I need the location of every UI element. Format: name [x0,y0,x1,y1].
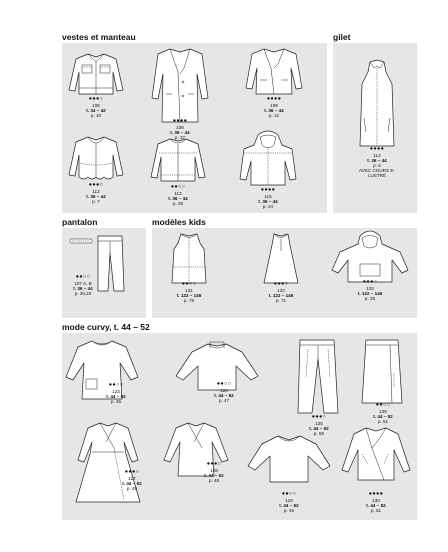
pattern-size: t. 122 – 146 [357,290,383,296]
pattern-page: p. 49 [126,485,138,491]
pattern-caption [259,492,319,513]
ruffle-top-illustration [244,432,334,488]
kids-dress-illustration [256,231,306,286]
section-title-vestes: vestes et manteau [62,32,136,42]
pattern-page: p. 24 [262,203,274,209]
pattern-size: t. 122 – 146 [268,292,294,298]
pattern-size: t. 36 – 44 [367,157,387,163]
pattern-number: 133 [366,285,374,291]
boxy-jacket-illustration [148,135,208,187]
pattern-page: p. 51 [377,418,389,424]
pattern-number: 123 [112,388,120,394]
pattern-128[interactable] [154,420,244,490]
difficulty-dots: ●●○○ [75,274,91,280]
section-title-kids: modèles kids [152,217,206,227]
pattern-114[interactable] [352,58,402,188]
pattern-size: t. 36 – 44 [258,198,278,204]
pattern-126[interactable] [360,337,406,429]
difficulty-dots: ●●○○ [375,402,391,408]
pattern-page: p. 45 [110,398,122,404]
pattern-page: p. 36,20 [74,290,92,296]
pattern-caption [66,97,126,118]
biker-jacket-illustration [338,424,414,489]
kids-vest-illustration [164,231,214,286]
pattern-number: 128 [210,467,218,473]
pattern-page: p. 6 [373,162,381,168]
pattern-size: t. 34 – 42 [86,107,106,113]
pattern-caption [346,492,406,513]
pattern-page: p. 7 [92,198,100,204]
pattern-page: p. 50 [313,430,325,436]
pattern-caption [353,403,413,424]
pattern-size: t. 44 – 52 [309,425,329,431]
hooded-jacket-illustration [238,131,298,191]
difficulty-dots: ●●●● [369,146,385,152]
pattern-page: p. 12 [268,112,280,118]
difficulty-dots: ●●●○ [124,469,140,475]
pattern-page: p. 51 [370,507,382,513]
difficulty-dots: ●●○○ [181,281,197,287]
pattern-caption [251,282,311,303]
pattern-107[interactable] [68,233,128,315]
section-title-curvy: mode curvy, t. 44 – 52 [62,322,150,332]
pattern-caption [347,147,407,179]
pattern-caption [340,280,400,301]
pattern-size: t. 122 – 146 [176,292,202,298]
wrap-dress-illustration [64,420,154,505]
difficulty-dots: ●●●○ [88,96,104,102]
pattern-113[interactable] [148,135,208,210]
pattern-number: 108 [176,124,184,130]
pattern-caption [53,275,113,296]
pattern-size: t. 36 – 44 [73,285,93,291]
pattern-caption [184,462,244,483]
section-title-gilet: gilet [333,32,351,42]
difficulty-dots: ●●○○ [281,491,297,497]
pattern-caption [102,470,162,491]
difficulty-dots: ●●○○ [108,382,124,388]
pattern-number: 132 [277,287,285,293]
difficulty-dots: ●●●○ [88,182,104,188]
pattern-133[interactable] [330,230,410,316]
pattern-page: p. 76 [183,297,195,303]
pattern-size: t. 44 – 52 [279,502,299,508]
pattern-note: LUSTRÉ [367,173,387,179]
pattern-caption [244,97,304,118]
pattern-page: p. 46 [283,507,295,513]
pattern-note: AVEC COURS E- [359,168,395,174]
coat-illustration [150,46,210,126]
pattern-125[interactable] [294,337,344,442]
pattern-number: 113 [174,190,182,196]
blazer-illustration [244,46,304,101]
difficulty-dots: ●●●● [368,491,384,497]
pattern-127[interactable] [64,420,154,518]
difficulty-dots: ●●●● [260,187,276,193]
pattern-number: 124 [220,387,228,393]
jacket-illustration [66,50,126,102]
pattern-page: p. 10 [90,112,102,118]
pattern-number: 105 [92,102,100,108]
difficulty-dots: ●●●○ [362,279,378,285]
pattern-115[interactable] [238,131,298,216]
pattern-size: t. 36 – 44 [170,129,190,135]
curvy-pants-illustration [294,337,344,417]
pattern-size: t. 44 – 52 [373,413,393,419]
pattern-size: t. 36 – 44 [168,195,188,201]
pattern-109[interactable] [244,46,304,126]
difficulty-dots: ●●●○ [311,414,327,420]
pattern-number: 130 [372,497,380,503]
pattern-page: p. 26 [172,200,184,206]
pattern-size: t. 36 – 44 [264,107,284,113]
pattern-number: 107 A, B [74,280,92,286]
pattern-108[interactable] [150,46,210,141]
pattern-number: 129 [285,497,293,503]
pattern-size: t. 44 – 52 [204,472,224,478]
difficulty-dots: ●●●● [266,96,282,102]
pattern-number: 131 [185,287,193,293]
pattern-caption [66,183,126,204]
difficulty-dots: ●●●● [172,118,188,124]
pattern-page: p. 37 [174,134,186,140]
pattern-number: 126 [379,408,387,414]
section-title-pantalon: pantalon [62,217,98,227]
pattern-caption [194,382,254,403]
difficulty-dots: ●●●○ [206,461,222,467]
pattern-page: p. 47 [218,397,230,403]
pattern-123[interactable] [64,337,140,417]
pattern-131[interactable] [164,231,214,316]
pattern-caption [148,185,208,206]
pattern-size: t. 44 – 52 [106,393,126,399]
pattern-112[interactable] [66,133,126,208]
difficulty-dots: ●●●○ [273,281,289,287]
pattern-size: t. 44 – 52 [366,502,386,508]
long-vest-illustration [352,58,402,150]
pattern-129[interactable] [244,432,334,518]
pattern-page: p. 48 [208,477,220,483]
pattern-number: 114 [373,152,381,158]
pattern-size: t. 36 – 44 [86,193,106,199]
pattern-page: p. 71 [275,297,287,303]
skirt-illustration [360,337,406,407]
pattern-130[interactable] [338,424,414,518]
pattern-page: p. 25 [364,295,376,301]
pattern-number: 109 [270,102,278,108]
pattern-caption [159,282,219,303]
kids-hoodie-illustration [330,230,410,285]
pattern-132[interactable] [256,231,306,316]
pattern-caption [86,383,146,404]
difficulty-dots: ●●○○ [170,184,186,190]
pattern-size: t. 44 – 52 [214,392,234,398]
pattern-number: 115 [264,193,272,199]
scalloped-jacket-illustration [66,133,126,185]
pattern-number: 112 [92,188,100,194]
pattern-caption [238,188,298,209]
pattern-number: 127 [128,475,136,481]
pattern-size: t. 44 – 52 [122,480,142,486]
difficulty-dots: ●●○○ [216,381,232,387]
pattern-124[interactable] [172,340,262,412]
pattern-number: 125 [315,420,323,426]
pattern-105[interactable] [66,50,126,125]
